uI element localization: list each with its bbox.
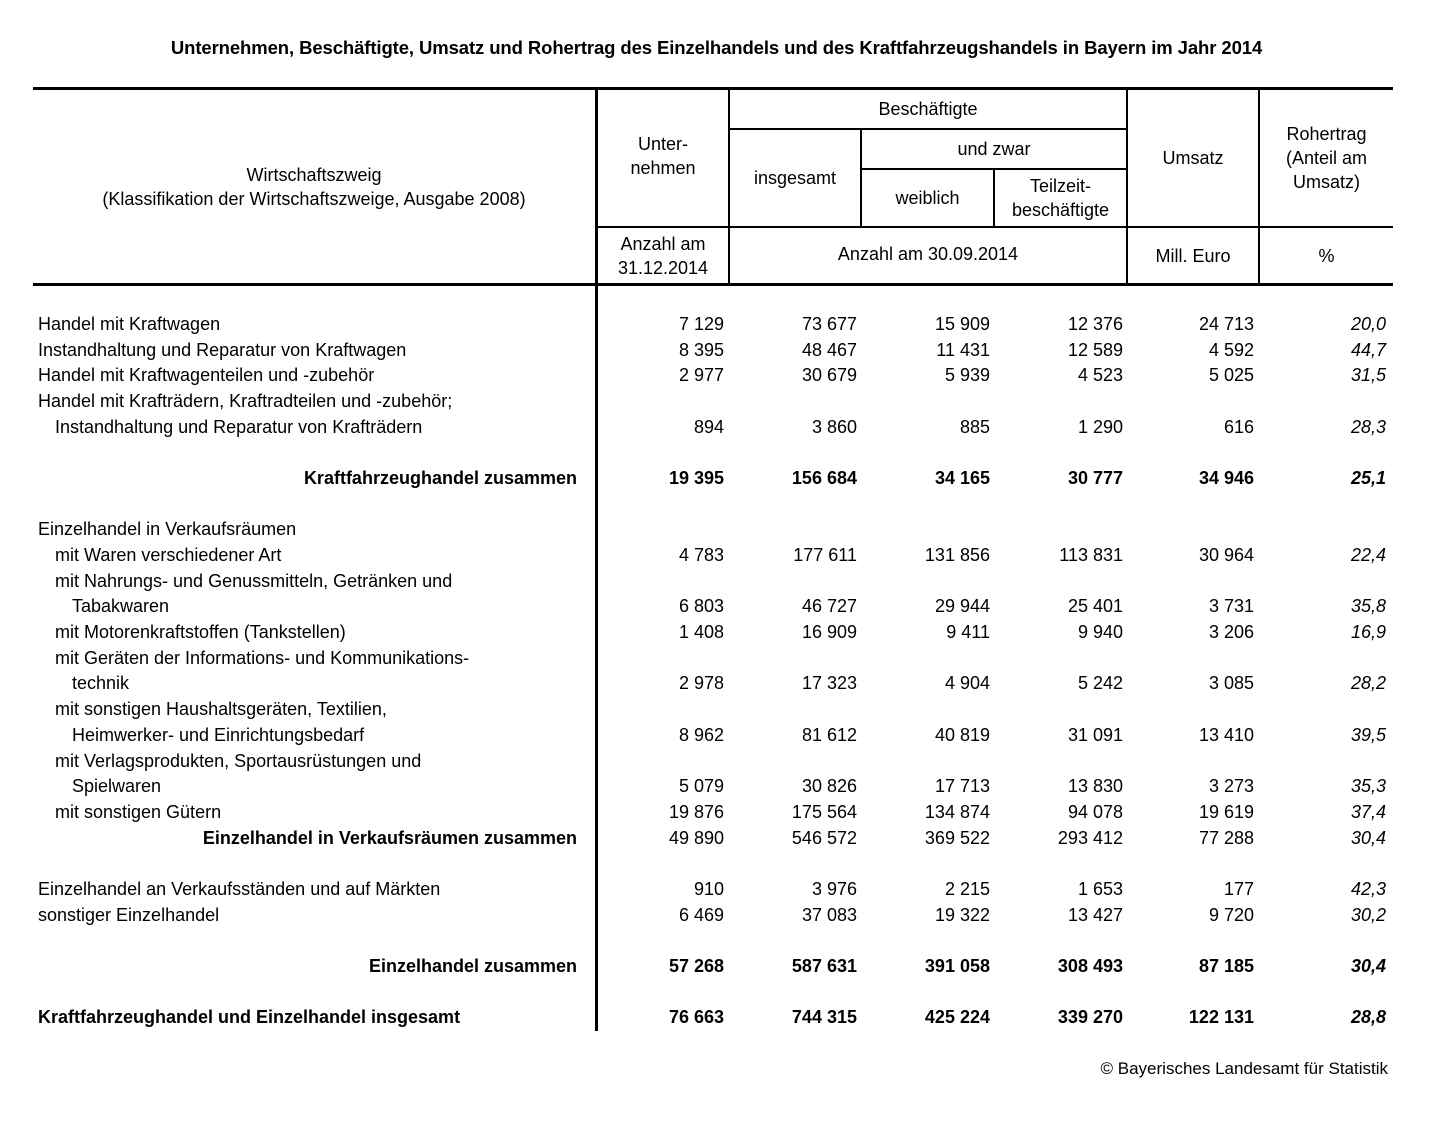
cell-rohertrag: 30,4 [1350,828,1386,848]
row-label: Handel mit Krafträdern, Kraftradteilen und -zubehör; [38,391,453,411]
header-unternehmen-line1: Unter- [637,134,688,154]
table-row [0,876,1433,902]
cell-unternehmen: 6 803 [678,596,724,616]
table-row [0,799,1433,825]
cell-teilzeit: 13 427 [1067,905,1123,925]
table-row-subtotal [0,953,1433,979]
cell-weiblich: 9 411 [946,622,990,642]
header-rohertrag-line1: Rohertrag [1286,124,1367,144]
row-label: sonstiger Einzelhandel [38,905,220,925]
cell-insgesamt: 81 612 [801,725,857,745]
cell-umsatz: 13 410 [1198,725,1254,745]
cell-teilzeit: 339 270 [1057,1007,1123,1027]
header-teilzeit [995,170,1126,226]
cell-insgesamt: 156 684 [791,468,857,488]
cell-unternehmen: 6 469 [678,905,724,925]
cell-unternehmen: 8 395 [678,340,724,360]
table-row [0,748,1433,774]
cell-unternehmen: 19 876 [668,802,724,822]
header-teilzeit-line1: Teilzeit- [1029,176,1091,196]
table-row [0,388,1433,414]
header-wirtschaftszweig [33,90,595,283]
cell-teilzeit: 1 653 [1077,879,1123,899]
header-beschaeftigte: Beschäftigte [878,99,978,119]
row-label: mit Nahrungs- und Genussmitteln, Getränken und [55,571,453,591]
row-label: Instandhaltung und Reparatur von Krafträdern [55,417,423,437]
row-label: mit sonstigen Gütern [55,802,222,822]
table-row [0,645,1433,671]
cell-rohertrag: 28,3 [1350,417,1386,437]
row-label: mit Geräten der Informations- und Kommunikations- [55,648,470,668]
cell-umsatz: 30 964 [1198,545,1254,565]
cell-teilzeit: 308 493 [1057,956,1123,976]
row-label: Kraftfahrzeughandel zusammen [303,468,577,488]
header-rohertrag-line3: Umsatz) [1293,172,1360,192]
table-row [0,542,1433,568]
header-unternehmen [598,112,728,226]
cell-umsatz: 9 720 [1208,905,1254,925]
cell-insgesamt: 744 315 [791,1007,857,1027]
cell-insgesamt: 16 909 [801,622,857,642]
cell-umsatz: 77 288 [1198,828,1254,848]
cell-teilzeit: 13 830 [1067,776,1123,796]
cell-rohertrag: 28,2 [1350,673,1386,693]
header-rohertrag [1260,90,1393,226]
cell-weiblich: 34 165 [934,468,990,488]
cell-rohertrag: 35,3 [1350,776,1386,796]
row-label: Einzelhandel in Verkaufsräumen zusammen [202,828,577,848]
cell-unternehmen: 2 978 [678,673,724,693]
cell-umsatz: 87 185 [1198,956,1254,976]
cell-umsatz: 5 025 [1208,365,1254,385]
cell-unternehmen: 7 129 [678,314,724,334]
cell-rohertrag: 35,8 [1350,596,1386,616]
cell-rohertrag: 25,1 [1350,468,1386,488]
cell-unternehmen: 19 395 [668,468,724,488]
header-teilzeit-line2: beschäftigte [1011,200,1110,220]
table-row [0,362,1433,388]
cell-rohertrag: 42,3 [1350,879,1386,899]
cell-insgesamt: 177 611 [793,545,857,565]
cell-rohertrag: 44,7 [1350,340,1386,360]
table-row [0,619,1433,645]
cell-insgesamt: 175 564 [791,802,857,822]
row-label: Spielwaren [72,776,162,796]
cell-teilzeit: 293 412 [1057,828,1123,848]
cell-umsatz: 177 [1223,879,1254,899]
cell-rohertrag: 22,4 [1350,545,1386,565]
cell-umsatz: 19 619 [1198,802,1254,822]
table-row [0,696,1433,722]
header-insgesamt: insgesamt [753,168,837,188]
cell-umsatz: 3 206 [1208,622,1254,642]
copyright-footer: © Bayerisches Landesamt für Statistik [1100,1059,1388,1078]
cell-insgesamt: 17 323 [801,673,857,693]
row-label: Einzelhandel zusammen [368,956,577,976]
table-row-subtotal [0,465,1433,491]
header-bottom-rule [33,283,1393,286]
cell-weiblich: 131 856 [924,545,990,565]
cell-insgesamt: 48 467 [801,340,857,360]
row-label: Heimwerker- und Einrichtungsbedarf [72,725,365,745]
header-umsatz: Umsatz [1162,148,1224,168]
cell-unternehmen: 894 [693,417,724,437]
row-label: mit Waren verschiedener Art [55,545,282,565]
row-label: mit Verlagsprodukten, Sportausrüstungen und [55,751,422,771]
cell-teilzeit: 113 831 [1059,545,1123,565]
cell-teilzeit: 25 401 [1067,596,1123,616]
row-label: Kraftfahrzeughandel und Einzelhandel insgesamt [38,1007,461,1027]
cell-unternehmen: 1 408 [678,622,724,642]
cell-insgesamt: 30 826 [801,776,857,796]
table-row [0,773,1433,799]
cell-weiblich: 885 [959,417,990,437]
cell-unternehmen: 2 977 [678,365,724,385]
cell-unternehmen: 8 962 [678,725,724,745]
header-unternehmen-line2: nehmen [630,158,696,178]
cell-umsatz: 4 592 [1208,340,1254,360]
unit-umsatz: Mill. Euro [1155,245,1231,266]
row-label: mit Motorenkraftstoffen (Tankstellen) [55,622,346,642]
cell-rohertrag: 30,2 [1350,905,1386,925]
cell-weiblich: 15 909 [934,314,990,334]
cell-rohertrag: 30,4 [1350,956,1386,976]
cell-weiblich: 11 431 [936,340,990,360]
cell-weiblich: 40 819 [934,725,990,745]
cell-teilzeit: 4 523 [1077,365,1123,385]
cell-unternehmen: 57 268 [668,956,724,976]
table-title: Unternehmen, Beschäftigte, Umsatz und Rohertrag des Einzelhandels und des Kraftfahrzeugshandels in Bayern im Jahr 2014 [170,37,1263,58]
cell-rohertrag: 39,5 [1350,725,1386,745]
row-label: Handel mit Kraftwagen [38,314,221,334]
unit-rohertrag: % [1318,245,1335,266]
cell-unternehmen: 910 [693,879,724,899]
cell-umsatz: 616 [1223,417,1254,437]
unit-unternehmen-line2: 31.12.2014 [617,257,709,278]
header-und-zwar: und zwar [957,139,1031,159]
table-row [0,722,1433,748]
table-row [0,902,1433,928]
cell-weiblich: 425 224 [924,1007,990,1027]
cell-teilzeit: 5 242 [1077,673,1123,693]
cell-rohertrag: 20,0 [1350,314,1386,334]
table-row [0,516,1433,542]
cell-weiblich: 134 874 [924,802,990,822]
cell-teilzeit: 1 290 [1077,417,1123,437]
cell-umsatz: 3 273 [1208,776,1254,796]
cell-insgesamt: 3 976 [811,879,857,899]
row-label: technik [72,673,130,693]
table-row [0,568,1433,594]
cell-weiblich: 19 322 [934,905,990,925]
cell-insgesamt: 37 083 [801,905,857,925]
table-row [0,670,1433,696]
row-label: Handel mit Kraftwagenteilen und -zubehör [38,365,375,385]
cell-weiblich: 4 904 [944,673,990,693]
header-wirtschaftszweig-line2: (Klassifikation der Wirtschaftszweige, Ausgabe 2008) [102,188,526,209]
table-row [0,311,1433,337]
cell-unternehmen: 49 890 [668,828,724,848]
cell-teilzeit: 30 777 [1067,468,1123,488]
cell-unternehmen: 4 783 [678,545,724,565]
cell-unternehmen: 76 663 [668,1007,724,1027]
cell-umsatz: 3 731 [1208,596,1254,616]
unit-unternehmen [598,228,728,283]
row-label: Instandhaltung und Reparatur von Kraftwagen [38,340,407,360]
cell-insgesamt: 587 631 [791,956,857,976]
unit-beschaeftigte: Anzahl am 30.09.2014 [837,243,1019,264]
cell-insgesamt: 3 860 [811,417,857,437]
cell-rohertrag: 28,8 [1350,1007,1386,1027]
row-label: mit sonstigen Haushaltsgeräten, Textilien, [55,699,387,719]
unit-unternehmen-line1: Anzahl am [620,233,706,254]
row-label: Einzelhandel an Verkaufsständen und auf Märkten [38,879,441,899]
cell-rohertrag: 37,4 [1350,802,1386,822]
cell-umsatz: 34 946 [1198,468,1254,488]
cell-insgesamt: 46 727 [801,596,857,616]
table-row [0,337,1433,363]
cell-insgesamt: 73 677 [801,314,857,334]
cell-weiblich: 391 058 [924,956,990,976]
cell-umsatz: 122 131 [1188,1007,1254,1027]
table-row [0,414,1433,440]
row-label: Einzelhandel in Verkaufsräumen [38,519,297,539]
cell-rohertrag: 31,5 [1350,365,1386,385]
cell-insgesamt: 30 679 [801,365,857,385]
cell-weiblich: 5 939 [944,365,990,385]
row-label: Tabakwaren [72,596,170,616]
cell-unternehmen: 5 079 [678,776,724,796]
cell-teilzeit: 12 589 [1067,340,1123,360]
cell-weiblich: 369 522 [924,828,990,848]
cell-rohertrag: 16,9 [1350,622,1386,642]
header-rohertrag-line2: (Anteil am [1285,148,1368,168]
cell-umsatz: 3 085 [1208,673,1254,693]
header-weiblich: weiblich [895,188,960,208]
cell-umsatz: 24 713 [1198,314,1254,334]
table-row [0,593,1433,619]
cell-teilzeit: 9 940 [1077,622,1123,642]
table-row-total [0,1004,1433,1030]
cell-weiblich: 2 215 [944,879,990,899]
cell-teilzeit: 12 376 [1067,314,1123,334]
table-row-subtotal [0,825,1433,851]
cell-teilzeit: 31 091 [1067,725,1123,745]
cell-weiblich: 29 944 [934,596,990,616]
cell-insgesamt: 546 572 [791,828,857,848]
cell-teilzeit: 94 078 [1067,802,1123,822]
header-wirtschaftszweig-line1: Wirtschaftszweig [246,164,382,185]
cell-weiblich: 17 713 [934,776,990,796]
